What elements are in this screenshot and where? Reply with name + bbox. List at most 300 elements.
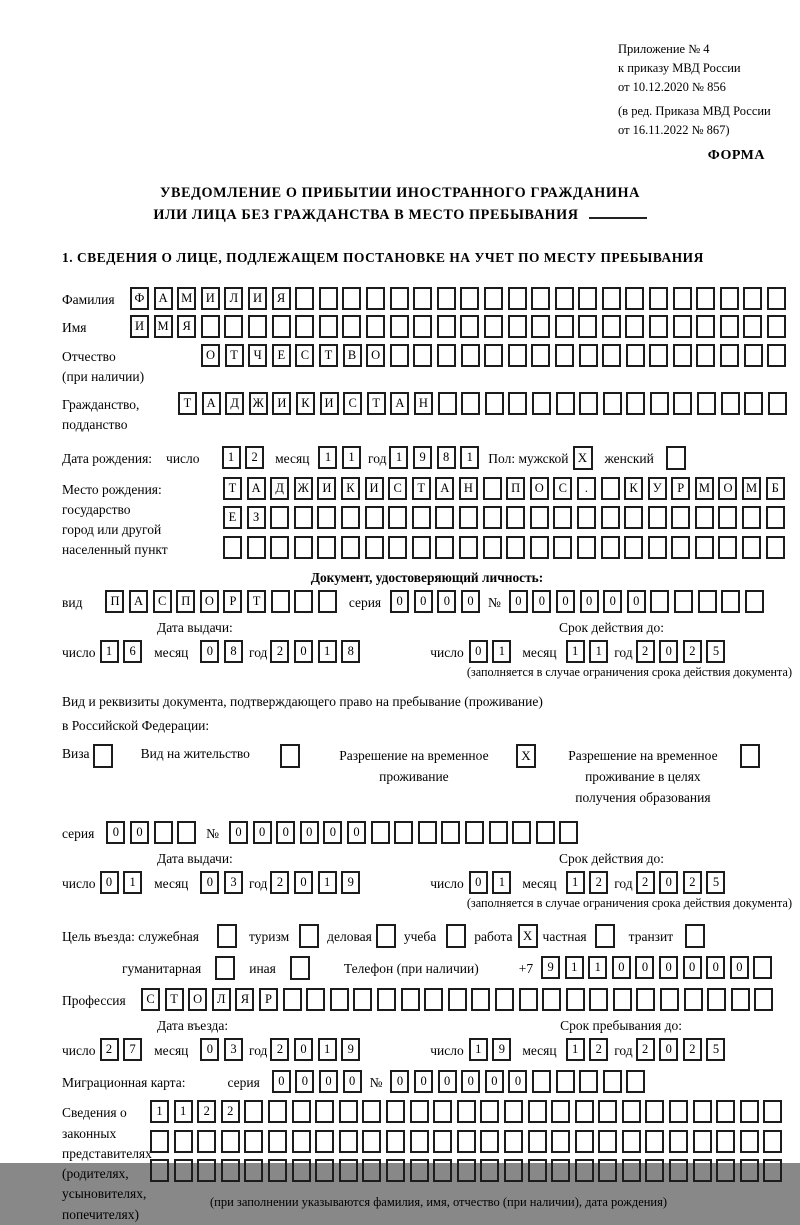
char-cell[interactable]: [766, 506, 785, 529]
purpose-humanitarian-checkbox[interactable]: [215, 956, 235, 980]
char-cell[interactable]: 1: [318, 640, 337, 663]
char-cell[interactable]: [528, 1159, 547, 1182]
char-cell[interactable]: [531, 315, 550, 338]
char-cell[interactable]: [743, 287, 762, 310]
char-cell[interactable]: [315, 1130, 334, 1153]
char-cell[interactable]: [636, 988, 655, 1011]
char-cell[interactable]: Т: [247, 590, 266, 613]
char-cell[interactable]: 9: [413, 446, 432, 469]
char-cell[interactable]: Е: [272, 344, 291, 367]
char-cell[interactable]: [742, 506, 761, 529]
char-cell[interactable]: Т: [165, 988, 184, 1011]
char-cell[interactable]: 2: [589, 871, 608, 894]
char-cell[interactable]: [504, 1130, 523, 1153]
char-cell[interactable]: [410, 1130, 429, 1153]
char-cell[interactable]: [330, 988, 349, 1011]
char-cell[interactable]: [669, 1100, 688, 1123]
char-cell[interactable]: [649, 344, 668, 367]
char-cell[interactable]: [542, 988, 561, 1011]
char-cell[interactable]: [528, 1100, 547, 1123]
char-cell[interactable]: [693, 1100, 712, 1123]
char-cell[interactable]: [270, 536, 289, 559]
char-cell[interactable]: [536, 821, 555, 844]
char-cell[interactable]: М: [695, 477, 714, 500]
char-cell[interactable]: [247, 536, 266, 559]
char-cell[interactable]: [506, 536, 525, 559]
char-cell[interactable]: Н: [459, 477, 478, 500]
char-cell[interactable]: [268, 1100, 287, 1123]
char-cell[interactable]: [150, 1130, 169, 1153]
char-cell[interactable]: 8: [437, 446, 456, 469]
char-cell[interactable]: [669, 1130, 688, 1153]
char-cell[interactable]: М: [177, 287, 196, 310]
char-cell[interactable]: Т: [412, 477, 431, 500]
char-cell[interactable]: [577, 506, 596, 529]
char-cell[interactable]: [306, 988, 325, 1011]
char-cell[interactable]: И: [365, 477, 384, 500]
char-cell[interactable]: [197, 1130, 216, 1153]
char-cell[interactable]: [154, 821, 173, 844]
char-cell[interactable]: [671, 506, 690, 529]
char-cell[interactable]: 0: [485, 1070, 504, 1093]
char-cell[interactable]: [613, 988, 632, 1011]
char-cell[interactable]: 0: [347, 821, 366, 844]
char-cell[interactable]: 0: [294, 871, 313, 894]
char-cell[interactable]: Р: [671, 477, 690, 500]
char-cell[interactable]: 0: [659, 640, 678, 663]
char-cell[interactable]: 0: [659, 1038, 678, 1061]
char-cell[interactable]: [579, 392, 598, 415]
char-cell[interactable]: [459, 536, 478, 559]
char-cell[interactable]: [650, 392, 669, 415]
char-cell[interactable]: 1: [150, 1100, 169, 1123]
char-cell[interactable]: И: [248, 287, 267, 310]
char-cell[interactable]: [480, 1100, 499, 1123]
char-cell[interactable]: [645, 1159, 664, 1182]
char-cell[interactable]: [388, 506, 407, 529]
char-cell[interactable]: Н: [414, 392, 433, 415]
char-cell[interactable]: [295, 287, 314, 310]
char-cell[interactable]: [508, 392, 527, 415]
char-cell[interactable]: [648, 506, 667, 529]
char-cell[interactable]: [441, 821, 460, 844]
char-cell[interactable]: [603, 392, 622, 415]
char-cell[interactable]: [695, 536, 714, 559]
char-cell[interactable]: [601, 536, 620, 559]
char-cell[interactable]: [174, 1130, 193, 1153]
char-cell[interactable]: [601, 506, 620, 529]
char-cell[interactable]: 0: [469, 640, 488, 663]
char-cell[interactable]: [362, 1100, 381, 1123]
char-cell[interactable]: [555, 344, 574, 367]
char-cell[interactable]: [390, 344, 409, 367]
char-cell[interactable]: 1: [492, 640, 511, 663]
char-cell[interactable]: [433, 1130, 452, 1153]
char-cell[interactable]: 3: [224, 1038, 243, 1061]
char-cell[interactable]: [457, 1130, 476, 1153]
char-cell[interactable]: 2: [270, 1038, 289, 1061]
char-cell[interactable]: 2: [636, 871, 655, 894]
char-cell[interactable]: [626, 392, 645, 415]
char-cell[interactable]: [602, 344, 621, 367]
char-cell[interactable]: [504, 1159, 523, 1182]
char-cell[interactable]: С: [343, 392, 362, 415]
char-cell[interactable]: [721, 392, 740, 415]
char-cell[interactable]: [766, 536, 785, 559]
char-cell[interactable]: С: [553, 477, 572, 500]
char-cell[interactable]: [471, 988, 490, 1011]
char-cell[interactable]: А: [247, 477, 266, 500]
char-cell[interactable]: 1: [589, 640, 608, 663]
char-cell[interactable]: [342, 315, 361, 338]
char-cell[interactable]: М: [154, 315, 173, 338]
temp-residence-checkbox[interactable]: X: [516, 744, 536, 768]
char-cell[interactable]: 0: [461, 590, 480, 613]
char-cell[interactable]: [645, 1100, 664, 1123]
char-cell[interactable]: 0: [253, 821, 272, 844]
char-cell[interactable]: 0: [106, 821, 125, 844]
char-cell[interactable]: Л: [224, 287, 243, 310]
char-cell[interactable]: 0: [509, 590, 528, 613]
char-cell[interactable]: П: [176, 590, 195, 613]
char-cell[interactable]: [532, 1070, 551, 1093]
char-cell[interactable]: 1: [566, 640, 585, 663]
char-cell[interactable]: [294, 536, 313, 559]
char-cell[interactable]: [197, 1159, 216, 1182]
char-cell[interactable]: [506, 506, 525, 529]
char-cell[interactable]: Ч: [248, 344, 267, 367]
char-cell[interactable]: Д: [225, 392, 244, 415]
char-cell[interactable]: [315, 1100, 334, 1123]
char-cell[interactable]: [433, 1100, 452, 1123]
char-cell[interactable]: [559, 821, 578, 844]
char-cell[interactable]: Е: [223, 506, 242, 529]
char-cell[interactable]: 0: [276, 821, 295, 844]
char-cell[interactable]: К: [341, 477, 360, 500]
char-cell[interactable]: [603, 1070, 622, 1093]
char-cell[interactable]: [530, 506, 549, 529]
char-cell[interactable]: 0: [730, 956, 749, 979]
char-cell[interactable]: О: [366, 344, 385, 367]
char-cell[interactable]: П: [105, 590, 124, 613]
char-cell[interactable]: С: [153, 590, 172, 613]
char-cell[interactable]: [555, 287, 574, 310]
char-cell[interactable]: [483, 506, 502, 529]
char-cell[interactable]: 0: [414, 590, 433, 613]
char-cell[interactable]: [412, 506, 431, 529]
char-cell[interactable]: [589, 988, 608, 1011]
char-cell[interactable]: 1: [318, 1038, 337, 1061]
char-cell[interactable]: [362, 1130, 381, 1153]
char-cell[interactable]: [579, 1070, 598, 1093]
char-cell[interactable]: [174, 1159, 193, 1182]
char-cell[interactable]: 0: [100, 871, 119, 894]
char-cell[interactable]: О: [201, 344, 220, 367]
char-cell[interactable]: [601, 477, 620, 500]
char-cell[interactable]: 9: [492, 1038, 511, 1061]
char-cell[interactable]: [413, 315, 432, 338]
char-cell[interactable]: [718, 536, 737, 559]
char-cell[interactable]: [508, 287, 527, 310]
char-cell[interactable]: [508, 344, 527, 367]
char-cell[interactable]: 0: [603, 590, 622, 613]
char-cell[interactable]: 0: [323, 821, 342, 844]
char-cell[interactable]: 0: [508, 1070, 527, 1093]
char-cell[interactable]: А: [435, 477, 454, 500]
char-cell[interactable]: [317, 536, 336, 559]
char-cell[interactable]: [649, 287, 668, 310]
char-cell[interactable]: Т: [223, 477, 242, 500]
char-cell[interactable]: 1: [123, 871, 142, 894]
char-cell[interactable]: [551, 1130, 570, 1153]
char-cell[interactable]: [292, 1130, 311, 1153]
char-cell[interactable]: [531, 287, 550, 310]
char-cell[interactable]: [508, 315, 527, 338]
char-cell[interactable]: [740, 1130, 759, 1153]
char-cell[interactable]: 0: [294, 640, 313, 663]
char-cell[interactable]: [532, 392, 551, 415]
char-cell[interactable]: [390, 287, 409, 310]
char-cell[interactable]: 1: [318, 446, 337, 469]
char-cell[interactable]: [718, 506, 737, 529]
char-cell[interactable]: 0: [659, 956, 678, 979]
char-cell[interactable]: [602, 287, 621, 310]
char-cell[interactable]: [292, 1159, 311, 1182]
char-cell[interactable]: [483, 536, 502, 559]
char-cell[interactable]: [484, 344, 503, 367]
char-cell[interactable]: 0: [612, 956, 631, 979]
char-cell[interactable]: 0: [130, 821, 149, 844]
char-cell[interactable]: [624, 506, 643, 529]
char-cell[interactable]: С: [295, 344, 314, 367]
char-cell[interactable]: [731, 988, 750, 1011]
char-cell[interactable]: 2: [683, 1038, 702, 1061]
char-cell[interactable]: 0: [200, 640, 219, 663]
char-cell[interactable]: 5: [706, 871, 725, 894]
char-cell[interactable]: [693, 1159, 712, 1182]
char-cell[interactable]: [410, 1100, 429, 1123]
char-cell[interactable]: [457, 1159, 476, 1182]
purpose-business-checkbox[interactable]: [376, 924, 396, 948]
char-cell[interactable]: 9: [341, 871, 360, 894]
purpose-work-checkbox[interactable]: X: [518, 924, 538, 948]
char-cell[interactable]: [460, 315, 479, 338]
char-cell[interactable]: [649, 315, 668, 338]
char-cell[interactable]: И: [201, 287, 220, 310]
char-cell[interactable]: [483, 477, 502, 500]
char-cell[interactable]: [648, 536, 667, 559]
char-cell[interactable]: [342, 287, 361, 310]
char-cell[interactable]: Я: [272, 287, 291, 310]
char-cell[interactable]: [294, 590, 313, 613]
char-cell[interactable]: [295, 315, 314, 338]
char-cell[interactable]: [716, 1159, 735, 1182]
char-cell[interactable]: [283, 988, 302, 1011]
char-cell[interactable]: [602, 315, 621, 338]
char-cell[interactable]: У: [648, 477, 667, 500]
char-cell[interactable]: [578, 287, 597, 310]
char-cell[interactable]: И: [130, 315, 149, 338]
char-cell[interactable]: 0: [469, 871, 488, 894]
char-cell[interactable]: [465, 821, 484, 844]
char-cell[interactable]: [519, 988, 538, 1011]
char-cell[interactable]: [315, 1159, 334, 1182]
char-cell[interactable]: [435, 536, 454, 559]
char-cell[interactable]: [244, 1159, 263, 1182]
char-cell[interactable]: [740, 1159, 759, 1182]
char-cell[interactable]: 1: [460, 446, 479, 469]
char-cell[interactable]: [673, 315, 692, 338]
char-cell[interactable]: [622, 1159, 641, 1182]
char-cell[interactable]: [318, 590, 337, 613]
char-cell[interactable]: [433, 1159, 452, 1182]
char-cell[interactable]: 0: [343, 1070, 362, 1093]
char-cell[interactable]: 1: [342, 446, 361, 469]
char-cell[interactable]: 1: [492, 871, 511, 894]
char-cell[interactable]: [386, 1130, 405, 1153]
char-cell[interactable]: А: [390, 392, 409, 415]
char-cell[interactable]: [696, 315, 715, 338]
char-cell[interactable]: [270, 506, 289, 529]
char-cell[interactable]: 0: [300, 821, 319, 844]
char-cell[interactable]: 0: [627, 590, 646, 613]
char-cell[interactable]: 1: [566, 871, 585, 894]
char-cell[interactable]: [720, 344, 739, 367]
purpose-other-checkbox[interactable]: [290, 956, 310, 980]
char-cell[interactable]: К: [296, 392, 315, 415]
char-cell[interactable]: 0: [414, 1070, 433, 1093]
char-cell[interactable]: [341, 536, 360, 559]
char-cell[interactable]: [461, 392, 480, 415]
char-cell[interactable]: А: [129, 590, 148, 613]
char-cell[interactable]: [720, 287, 739, 310]
char-cell[interactable]: [412, 536, 431, 559]
char-cell[interactable]: [625, 287, 644, 310]
char-cell[interactable]: [244, 1100, 263, 1123]
char-cell[interactable]: З: [247, 506, 266, 529]
char-cell[interactable]: [485, 392, 504, 415]
visa-checkbox[interactable]: [93, 744, 113, 768]
temp-residence-edu-checkbox[interactable]: [740, 744, 760, 768]
char-cell[interactable]: [366, 287, 385, 310]
char-cell[interactable]: [622, 1100, 641, 1123]
char-cell[interactable]: [696, 287, 715, 310]
char-cell[interactable]: 0: [683, 956, 702, 979]
char-cell[interactable]: 0: [319, 1070, 338, 1093]
char-cell[interactable]: 2: [221, 1100, 240, 1123]
char-cell[interactable]: 0: [390, 590, 409, 613]
char-cell[interactable]: 0: [635, 956, 654, 979]
char-cell[interactable]: 1: [174, 1100, 193, 1123]
char-cell[interactable]: [362, 1159, 381, 1182]
char-cell[interactable]: [768, 392, 787, 415]
char-cell[interactable]: 1: [318, 871, 337, 894]
char-cell[interactable]: Л: [212, 988, 231, 1011]
char-cell[interactable]: [386, 1100, 405, 1123]
char-cell[interactable]: [645, 1130, 664, 1153]
char-cell[interactable]: [221, 1159, 240, 1182]
char-cell[interactable]: [438, 392, 457, 415]
char-cell[interactable]: 2: [270, 640, 289, 663]
purpose-study-checkbox[interactable]: [446, 924, 466, 948]
char-cell[interactable]: 1: [469, 1038, 488, 1061]
char-cell[interactable]: [459, 506, 478, 529]
char-cell[interactable]: 0: [272, 1070, 291, 1093]
char-cell[interactable]: [366, 315, 385, 338]
char-cell[interactable]: [767, 315, 786, 338]
char-cell[interactable]: [512, 821, 531, 844]
char-cell[interactable]: [294, 506, 313, 529]
residence-permit-checkbox[interactable]: [280, 744, 300, 768]
char-cell[interactable]: [489, 821, 508, 844]
char-cell[interactable]: 0: [659, 871, 678, 894]
char-cell[interactable]: О: [188, 988, 207, 1011]
char-cell[interactable]: Т: [367, 392, 386, 415]
char-cell[interactable]: [480, 1130, 499, 1153]
char-cell[interactable]: А: [202, 392, 221, 415]
char-cell[interactable]: [386, 1159, 405, 1182]
char-cell[interactable]: [394, 821, 413, 844]
char-cell[interactable]: [743, 315, 762, 338]
char-cell[interactable]: 2: [100, 1038, 119, 1061]
char-cell[interactable]: 0: [556, 590, 575, 613]
char-cell[interactable]: [598, 1130, 617, 1153]
char-cell[interactable]: [528, 1130, 547, 1153]
char-cell[interactable]: 2: [589, 1038, 608, 1061]
char-cell[interactable]: [625, 315, 644, 338]
char-cell[interactable]: К: [624, 477, 643, 500]
char-cell[interactable]: [418, 821, 437, 844]
char-cell[interactable]: 1: [565, 956, 584, 979]
char-cell[interactable]: [390, 315, 409, 338]
char-cell[interactable]: [745, 590, 764, 613]
char-cell[interactable]: 2: [683, 871, 702, 894]
char-cell[interactable]: [371, 821, 390, 844]
char-cell[interactable]: 9: [541, 956, 560, 979]
char-cell[interactable]: О: [718, 477, 737, 500]
char-cell[interactable]: [598, 1100, 617, 1123]
char-cell[interactable]: С: [141, 988, 160, 1011]
char-cell[interactable]: 0: [200, 1038, 219, 1061]
char-cell[interactable]: 0: [438, 1070, 457, 1093]
char-cell[interactable]: [377, 988, 396, 1011]
char-cell[interactable]: 0: [390, 1070, 409, 1093]
char-cell[interactable]: [437, 344, 456, 367]
char-cell[interactable]: [201, 315, 220, 338]
char-cell[interactable]: [696, 344, 715, 367]
char-cell[interactable]: [556, 1070, 575, 1093]
char-cell[interactable]: М: [742, 477, 761, 500]
char-cell[interactable]: [763, 1130, 782, 1153]
char-cell[interactable]: Ж: [249, 392, 268, 415]
char-cell[interactable]: [721, 590, 740, 613]
char-cell[interactable]: [577, 536, 596, 559]
char-cell[interactable]: В: [343, 344, 362, 367]
char-cell[interactable]: [575, 1159, 594, 1182]
char-cell[interactable]: 3: [224, 871, 243, 894]
char-cell[interactable]: [575, 1100, 594, 1123]
char-cell[interactable]: [744, 392, 763, 415]
char-cell[interactable]: 2: [636, 1038, 655, 1061]
char-cell[interactable]: [319, 315, 338, 338]
char-cell[interactable]: 0: [294, 1038, 313, 1061]
char-cell[interactable]: [650, 590, 669, 613]
char-cell[interactable]: [767, 287, 786, 310]
char-cell[interactable]: [742, 536, 761, 559]
char-cell[interactable]: [339, 1159, 358, 1182]
char-cell[interactable]: [673, 392, 692, 415]
char-cell[interactable]: Я: [177, 315, 196, 338]
